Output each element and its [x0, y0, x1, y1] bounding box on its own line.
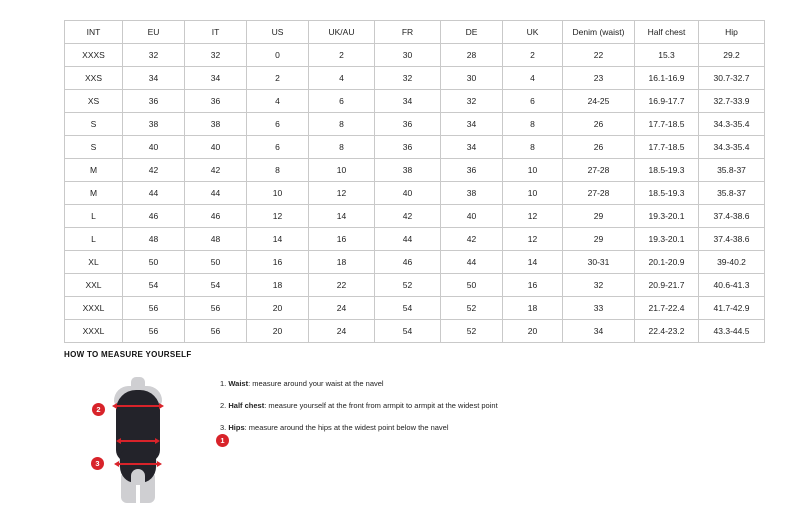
- table-cell: 20.9-21.7: [635, 274, 699, 297]
- column-header: Half chest: [635, 21, 699, 44]
- table-cell: 44: [123, 182, 185, 205]
- table-cell: 32: [185, 44, 247, 67]
- half-chest-measure-arrow-icon: [116, 405, 160, 407]
- note-number: 2.: [220, 401, 227, 410]
- table-cell: 38: [375, 159, 441, 182]
- table-cell: 50: [185, 251, 247, 274]
- table-cell: 44: [185, 182, 247, 205]
- column-header: INT: [65, 21, 123, 44]
- table-cell: 19.3-20.1: [635, 205, 699, 228]
- table-cell: 6: [309, 90, 375, 113]
- table-cell: 18.5-19.3: [635, 182, 699, 205]
- table-cell: 36: [441, 159, 503, 182]
- table-row: [65, 251, 765, 274]
- table-cell: XXXL: [65, 297, 123, 320]
- table-cell: 54: [123, 274, 185, 297]
- table-cell: 36: [123, 90, 185, 113]
- table-cell: 8: [503, 136, 563, 159]
- table-cell: 17.7-18.5: [635, 136, 699, 159]
- table-cell: 4: [309, 67, 375, 90]
- table-cell: 32: [123, 44, 185, 67]
- table-cell: 39-40.2: [699, 251, 765, 274]
- table-cell: 29: [563, 228, 635, 251]
- table-cell: XS: [65, 90, 123, 113]
- how-to-measure-title: HOW TO MEASURE YOURSELF: [64, 350, 192, 359]
- table-cell: 10: [309, 159, 375, 182]
- table-cell: 50: [441, 274, 503, 297]
- table-cell: 44: [375, 228, 441, 251]
- table-cell: 32: [375, 67, 441, 90]
- table-cell: 4: [247, 90, 309, 113]
- table-cell: S: [65, 136, 123, 159]
- table-cell: 52: [441, 297, 503, 320]
- column-header: FR: [375, 21, 441, 44]
- table-cell: 24: [309, 320, 375, 343]
- table-cell: 18: [247, 274, 309, 297]
- table-cell: 2: [247, 67, 309, 90]
- table-row: [65, 228, 765, 251]
- table-cell: 6: [247, 113, 309, 136]
- table-cell: 12: [309, 182, 375, 205]
- table-cell: 23: [563, 67, 635, 90]
- table-cell: 16: [247, 251, 309, 274]
- table-cell: 56: [123, 297, 185, 320]
- table-cell: 40: [441, 205, 503, 228]
- table-cell: 8: [503, 113, 563, 136]
- table-cell: L: [65, 205, 123, 228]
- table-cell: 8: [247, 159, 309, 182]
- table-cell: 54: [185, 274, 247, 297]
- table-cell: 30-31: [563, 251, 635, 274]
- table-cell: 22: [563, 44, 635, 67]
- table-cell: M: [65, 159, 123, 182]
- hip-measure-arrow-icon: [118, 463, 158, 465]
- table-cell: 30: [375, 44, 441, 67]
- column-header: Denim (waist): [563, 21, 635, 44]
- mannequin-body-icon: [112, 377, 164, 495]
- table-cell: 34.3-35.4: [699, 136, 765, 159]
- table-cell: 34: [441, 113, 503, 136]
- size-chart-table: [64, 20, 765, 343]
- note-number: 3.: [220, 423, 227, 432]
- table-cell: 36: [375, 136, 441, 159]
- mannequin-leg-gap: [136, 485, 140, 505]
- table-cell: 20: [503, 320, 563, 343]
- table-cell: 26: [563, 136, 635, 159]
- table-cell: 20: [247, 297, 309, 320]
- table-cell: 34: [185, 67, 247, 90]
- table-cell: 56: [185, 297, 247, 320]
- table-cell: 34: [123, 67, 185, 90]
- table-cell: 34.3-35.4: [699, 113, 765, 136]
- table-cell: 6: [503, 90, 563, 113]
- table-cell: 37.4-38.6: [699, 205, 765, 228]
- table-cell: 35.8-37: [699, 182, 765, 205]
- how-to-measure-body: [64, 367, 764, 502]
- table-cell: 30.7-32.7: [699, 67, 765, 90]
- table-cell: 46: [375, 251, 441, 274]
- table-cell: 32: [441, 90, 503, 113]
- table-cell: 14: [503, 251, 563, 274]
- badge-hips: 3: [91, 457, 104, 470]
- table-cell: 40.6-41.3: [699, 274, 765, 297]
- table-row: [65, 297, 765, 320]
- table-cell: 43.3-44.5: [699, 320, 765, 343]
- measurement-notes: [220, 367, 498, 445]
- table-cell: XXL: [65, 274, 123, 297]
- table-row: [65, 44, 765, 67]
- table-cell: 24-25: [563, 90, 635, 113]
- table-cell: 4: [503, 67, 563, 90]
- table-cell: 42: [185, 159, 247, 182]
- table-cell: 46: [185, 205, 247, 228]
- column-header: UK: [503, 21, 563, 44]
- table-cell: 56: [185, 320, 247, 343]
- note-term: Waist: [228, 379, 249, 388]
- how-to-measure-section: [64, 350, 764, 502]
- table-cell: 38: [123, 113, 185, 136]
- note-half-chest: [220, 401, 498, 410]
- table-cell: 42: [375, 205, 441, 228]
- table-cell: 48: [185, 228, 247, 251]
- table-cell: 16: [309, 228, 375, 251]
- table-cell: 29: [563, 205, 635, 228]
- column-header: Hip: [699, 21, 765, 44]
- waist-measure-arrow-icon: [120, 440, 156, 442]
- table-row: [65, 136, 765, 159]
- table-cell: 12: [247, 205, 309, 228]
- table-cell: 52: [375, 274, 441, 297]
- table-cell: 2: [503, 44, 563, 67]
- table-cell: 37.4-38.6: [699, 228, 765, 251]
- note-waist: [220, 379, 498, 388]
- table-row: [65, 320, 765, 343]
- table-cell: 40: [375, 182, 441, 205]
- table-cell: XXS: [65, 67, 123, 90]
- table-cell: 16.9-17.7: [635, 90, 699, 113]
- table-cell: 8: [309, 113, 375, 136]
- table-cell: S: [65, 113, 123, 136]
- table-cell: 54: [375, 297, 441, 320]
- column-header: DE: [441, 21, 503, 44]
- table-cell: 18.5-19.3: [635, 159, 699, 182]
- table-cell: 28: [441, 44, 503, 67]
- table-cell: 22.4-23.2: [635, 320, 699, 343]
- table-cell: 27-28: [563, 159, 635, 182]
- table-row: [65, 90, 765, 113]
- table-cell: 29.2: [699, 44, 765, 67]
- table-cell: 10: [503, 182, 563, 205]
- table-cell: XL: [65, 251, 123, 274]
- table-cell: 14: [247, 228, 309, 251]
- table-cell: 18: [503, 297, 563, 320]
- table-header-row: [65, 21, 765, 44]
- table-cell: 36: [185, 90, 247, 113]
- note-term: Hips: [228, 423, 245, 432]
- table-cell: 19.3-20.1: [635, 228, 699, 251]
- table-cell: 8: [309, 136, 375, 159]
- table-cell: 16: [503, 274, 563, 297]
- table-cell: 38: [441, 182, 503, 205]
- table-cell: 34: [563, 320, 635, 343]
- table-cell: 16.1-16.9: [635, 67, 699, 90]
- table-cell: 6: [247, 136, 309, 159]
- table-cell: 40: [185, 136, 247, 159]
- table-cell: 48: [123, 228, 185, 251]
- table-cell: 2: [309, 44, 375, 67]
- table-cell: 17.7-18.5: [635, 113, 699, 136]
- table-cell: 38: [185, 113, 247, 136]
- table-cell: 30: [441, 67, 503, 90]
- table-cell: 54: [375, 320, 441, 343]
- table-cell: XXXS: [65, 44, 123, 67]
- table-cell: 0: [247, 44, 309, 67]
- table-row: [65, 67, 765, 90]
- table-cell: 15.3: [635, 44, 699, 67]
- table-cell: 20: [247, 320, 309, 343]
- table-cell: 56: [123, 320, 185, 343]
- note-text: : measure yourself at the front from armpit to armpit at the widest point: [264, 401, 498, 410]
- table-cell: 42: [441, 228, 503, 251]
- table-cell: 36: [375, 113, 441, 136]
- table-cell: 22: [309, 274, 375, 297]
- table-cell: 12: [503, 228, 563, 251]
- note-term: Half chest: [228, 401, 265, 410]
- table-cell: 10: [247, 182, 309, 205]
- table-cell: 41.7-42.9: [699, 297, 765, 320]
- table-row: [65, 182, 765, 205]
- table-cell: 18: [309, 251, 375, 274]
- table-cell: 14: [309, 205, 375, 228]
- note-text: : measure around the hips at the widest point below the navel: [244, 423, 449, 432]
- size-chart-table-container: [64, 20, 750, 343]
- table-cell: M: [65, 182, 123, 205]
- column-header: US: [247, 21, 309, 44]
- table-row: [65, 113, 765, 136]
- column-header: UK/AU: [309, 21, 375, 44]
- column-header: IT: [185, 21, 247, 44]
- table-row: [65, 205, 765, 228]
- table-cell: 34: [375, 90, 441, 113]
- note-text: : measure around your waist at the navel: [248, 379, 384, 388]
- table-cell: 44: [441, 251, 503, 274]
- table-cell: 33: [563, 297, 635, 320]
- table-cell: 50: [123, 251, 185, 274]
- table-cell: 32: [563, 274, 635, 297]
- column-header: EU: [123, 21, 185, 44]
- table-cell: XXXL: [65, 320, 123, 343]
- table-cell: 21.7-22.4: [635, 297, 699, 320]
- table-cell: 27-28: [563, 182, 635, 205]
- table-cell: 40: [123, 136, 185, 159]
- mannequin-figure: [64, 367, 225, 502]
- table-cell: 20.1-20.9: [635, 251, 699, 274]
- table-cell: 46: [123, 205, 185, 228]
- table-row: [65, 159, 765, 182]
- table-cell: L: [65, 228, 123, 251]
- table-cell: 24: [309, 297, 375, 320]
- note-number: 1.: [220, 379, 227, 388]
- table-cell: 32.7-33.9: [699, 90, 765, 113]
- table-cell: 12: [503, 205, 563, 228]
- badge-half-chest: 2: [92, 403, 105, 416]
- badge-waist: 1: [216, 434, 229, 447]
- table-cell: 42: [123, 159, 185, 182]
- table-cell: 52: [441, 320, 503, 343]
- table-cell: 10: [503, 159, 563, 182]
- note-hips: [220, 423, 498, 432]
- table-cell: 26: [563, 113, 635, 136]
- table-row: [65, 274, 765, 297]
- table-cell: 35.8-37: [699, 159, 765, 182]
- table-cell: 34: [441, 136, 503, 159]
